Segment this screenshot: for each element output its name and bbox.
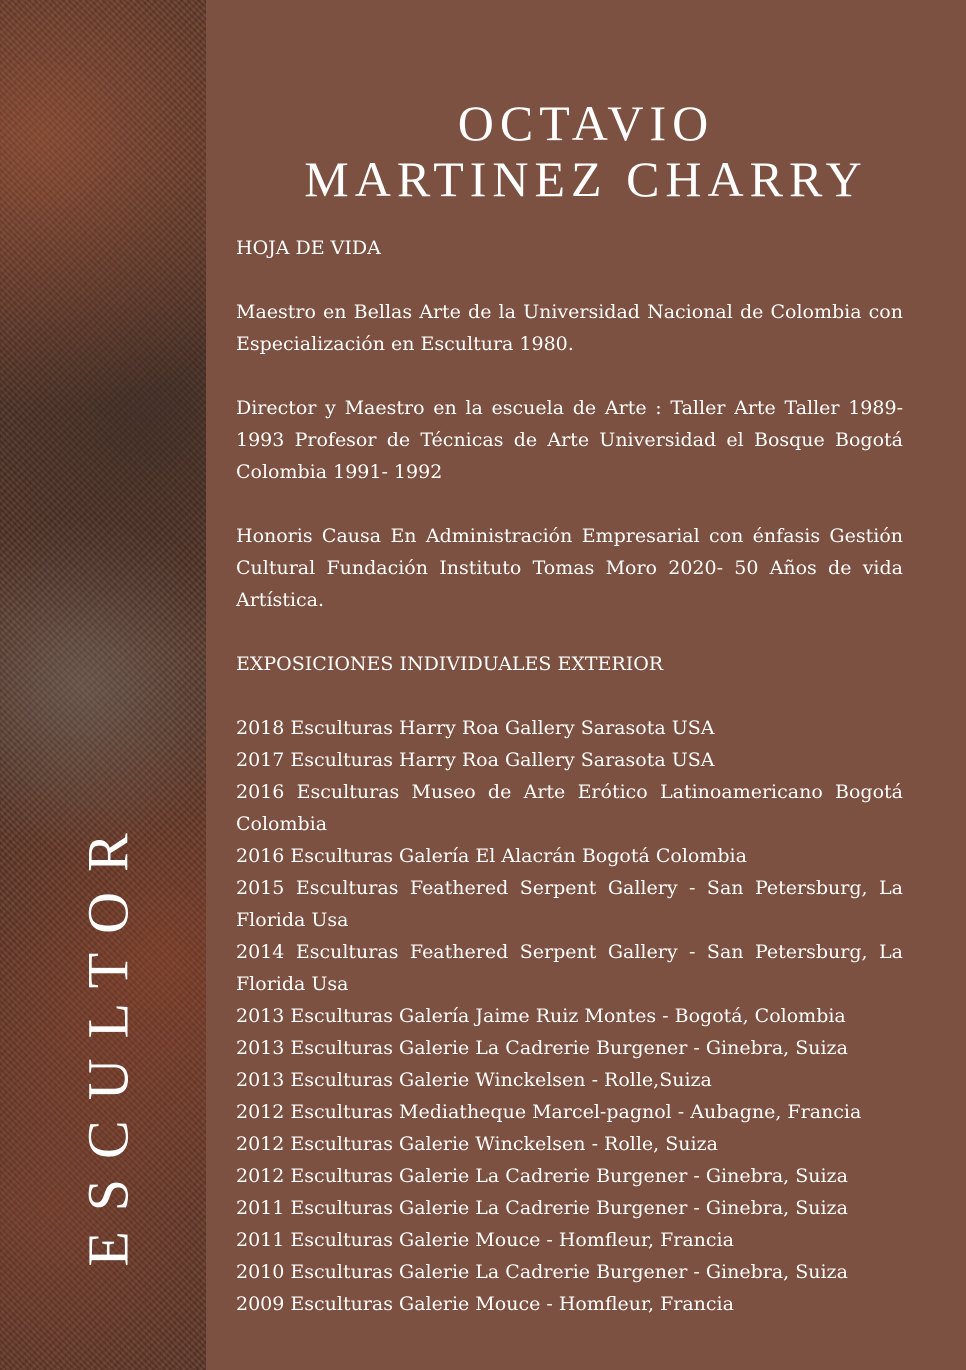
exhibition-item: 2013 Esculturas Galerie Winckelsen - Rolle,Suiza [236, 1069, 712, 1091]
artist-last-name: MARTINEZ CHARRY [304, 151, 868, 207]
exhibitions-list [236, 712, 903, 1320]
exhibition-item: 2013 Esculturas Galerie La Cadrerie Burgener - Ginebra, Suiza [236, 1037, 848, 1059]
exhibition-item: 2016 Esculturas Galería El Alacrán Bogotá Colombia [236, 845, 747, 867]
cv-content [236, 232, 903, 1320]
exhibition-item: 2010 Esculturas Galerie La Cadrerie Burgener - Ginebra, Suiza [236, 1261, 848, 1283]
exhibition-item: 2011 Esculturas Galerie La Cadrerie Burgener - Ginebra, Suiza [236, 1197, 848, 1219]
exhibition-item: 2013 Esculturas Galería Jaime Ruiz Montes - Bogotá, Colombia [236, 1005, 846, 1027]
exhibition-item: 2016 Esculturas Museo de Arte Erótico Latinoamericano Bogotá Colombia [236, 781, 903, 835]
stone-texture-sidebar [0, 0, 206, 1370]
exhibition-item: 2011 Esculturas Galerie Mouce - Homfleur, Francia [236, 1229, 734, 1251]
cv-paragraph: Director y Maestro en la escuela de Arte : Taller Arte Taller 1989-1993 Profesor de Técnicas de Arte Universidad el Bosque Bogotá Colombia 1991- 1992 [236, 397, 903, 483]
cv-heading: HOJA DE VIDA [236, 237, 381, 259]
artist-name-title [206, 95, 966, 207]
exhibition-item: 2012 Esculturas Galerie La Cadrerie Burgener - Ginebra, Suiza [236, 1165, 848, 1187]
exhibition-item: 2012 Esculturas Mediatheque Marcel-pagnol - Aubagne, Francia [236, 1101, 862, 1123]
exhibition-item: 2017 Esculturas Harry Roa Gallery Sarasota USA [236, 749, 715, 771]
exhibition-item: 2014 Esculturas Feathered Serpent Gallery - San Petersburg, La Florida Usa [236, 941, 903, 995]
artist-first-name: OCTAVIO [457, 95, 715, 151]
cv-paragraph: Maestro en Bellas Arte de la Universidad Nacional de Colombia con Especialización en Escultura 1980. [236, 301, 903, 355]
sidebar-vertical-label: ESCULTOR [75, 813, 141, 1267]
exhibition-item: 2012 Esculturas Galerie Winckelsen - Rolle, Suiza [236, 1133, 718, 1155]
exhibition-item: 2018 Esculturas Harry Roa Gallery Sarasota USA [236, 717, 715, 739]
exhibition-item: 2009 Esculturas Galerie Mouce - Homfleur, Francia [236, 1293, 734, 1315]
exhibitions-heading: EXPOSICIONES INDIVIDUALES EXTERIOR [236, 653, 664, 675]
exhibition-item: 2015 Esculturas Feathered Serpent Gallery - San Petersburg, La Florida Usa [236, 877, 903, 931]
cv-paragraph: Honoris Causa En Administración Empresarial con énfasis Gestión Cultural Fundación Instituto Tomas Moro 2020- 50 Años de vida Artística. [236, 525, 903, 611]
